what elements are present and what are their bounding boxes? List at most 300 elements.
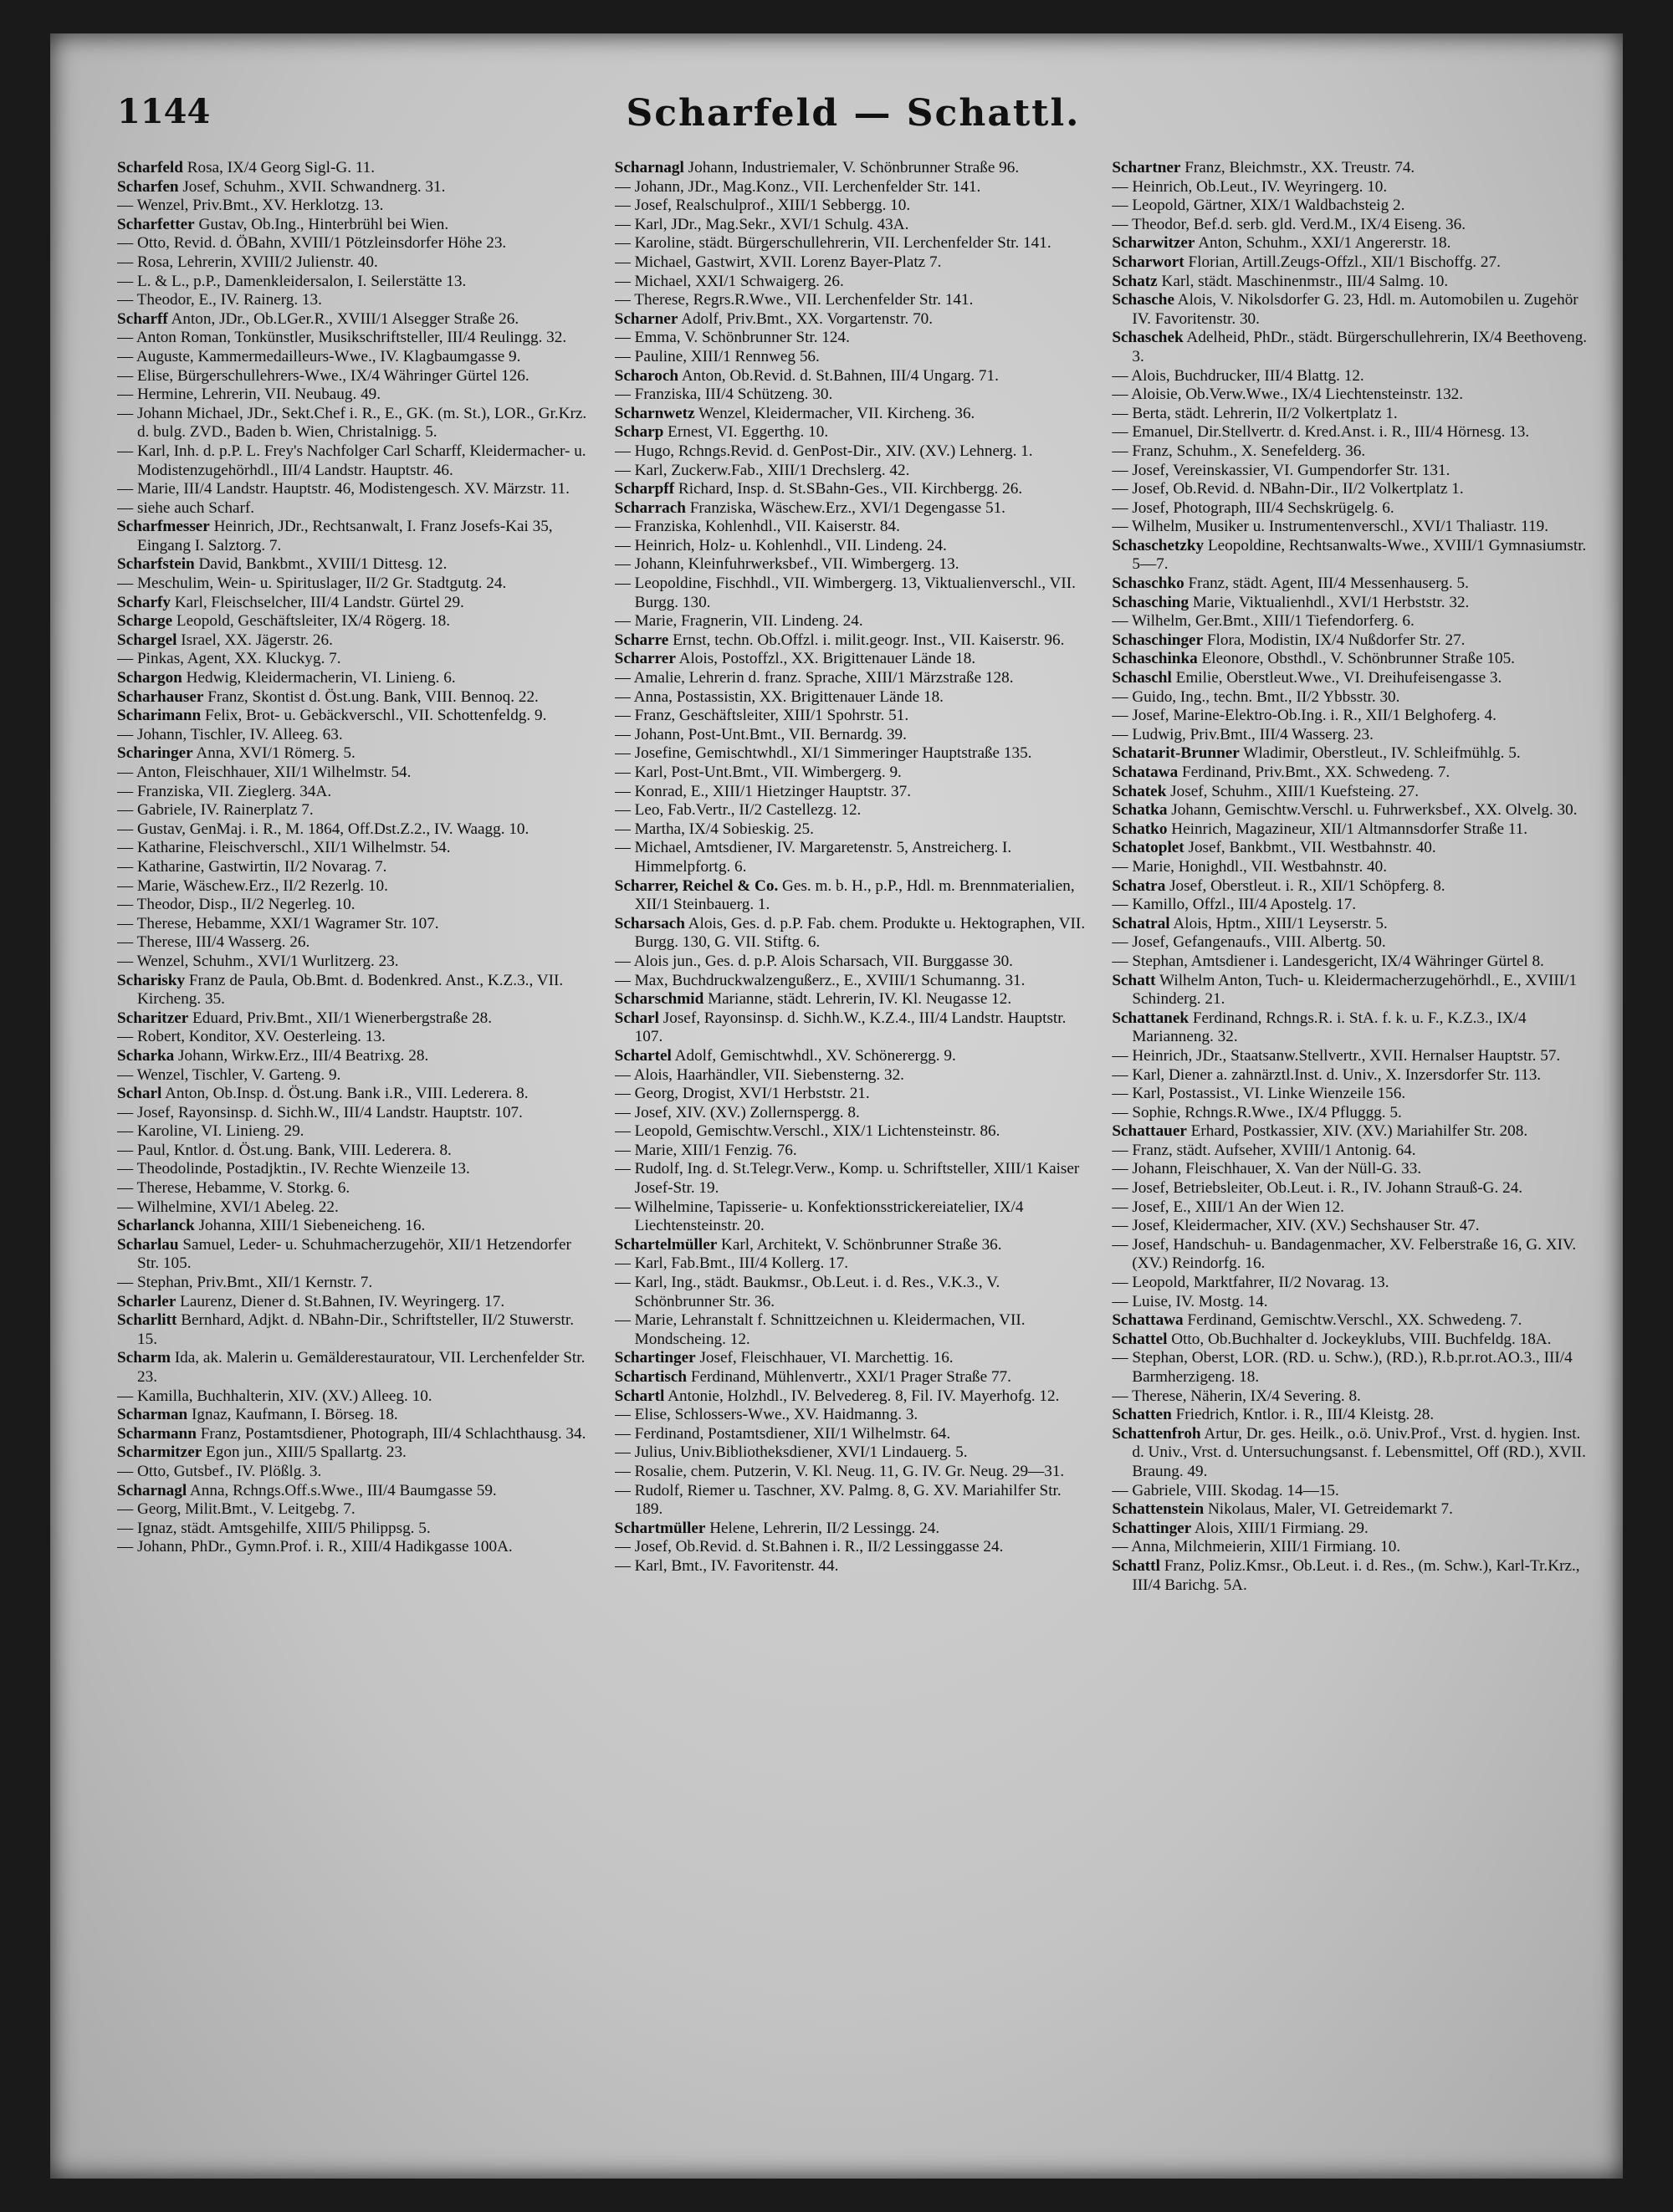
directory-entry xyxy=(117,1425,595,1444)
entry-details: — Johann, JDr., Mag.Konz., VII. Lerchenfelder Str. 141. xyxy=(614,177,981,196)
entry-details: — Rudolf, Riemer u. Taschner, XV. Palmg. 8, G. XV. Mariahilfer Str. 189. xyxy=(614,1481,1062,1519)
entry-details: Florian, Artill.Zeugs-Offzl., XII/1 Bischoffg. 27. xyxy=(1188,253,1501,271)
directory-entry xyxy=(615,1368,1092,1387)
entry-surname: Schargel xyxy=(117,631,177,649)
directory-entry xyxy=(117,329,595,348)
directory-entry xyxy=(615,877,1092,915)
entry-details: — Rudolf, Ing. d. St.Telegr.Verw., Komp. u. Schriftsteller, XIII/1 Kaiser Josef-Str. 19. xyxy=(614,1160,1080,1198)
directory-entry xyxy=(1112,1236,1589,1274)
directory-entry xyxy=(615,1009,1092,1047)
entry-surname: Scharinger xyxy=(117,744,193,763)
directory-entry xyxy=(615,839,1092,876)
directory-entry xyxy=(117,518,595,555)
entry-surname: Scharfy xyxy=(117,593,171,611)
directory-entry xyxy=(1112,159,1589,178)
directory-entry xyxy=(1112,1104,1589,1123)
entry-details: Josef, Oberstleut. i. R., XII/1 Schöpferg. 8. xyxy=(1169,876,1445,895)
directory-entry xyxy=(117,1217,595,1236)
directory-entry xyxy=(1112,518,1589,537)
entry-details: — Marie, Fragnerin, VII. Lindeng. 24. xyxy=(614,612,863,631)
directory-entry xyxy=(615,367,1092,386)
entry-surname: Schatt xyxy=(1112,971,1156,989)
entry-details: Eleonore, Obsthdl., V. Schönbrunner Straße 105. xyxy=(1201,650,1515,668)
directory-entry xyxy=(1112,178,1589,197)
entry-details: — Franz, Schuhm., X. Senefelderg. 36. xyxy=(1112,442,1366,460)
entry-details: — Gustav, GenMaj. i. R., M. 1864, Off.Dst.Z.2., IV. Waagg. 10. xyxy=(117,820,530,838)
directory-entry xyxy=(1112,197,1589,216)
entry-surname: Schattel xyxy=(1112,1330,1168,1348)
directory-entry xyxy=(1112,744,1589,764)
directory-entry xyxy=(1112,480,1589,499)
entry-details: — Franziska, Kohlenhdl., VII. Kaiserstr. 84. xyxy=(614,518,900,536)
entry-details: — Marie, Honighdl., VII. Westbahnstr. 40. xyxy=(1112,857,1388,876)
entry-details: — Karl, Bmt., IV. Favoritenstr. 44. xyxy=(614,1556,839,1575)
entry-details: — Stephan, Priv.Bmt., XII/1 Kernstr. 7. xyxy=(117,1274,373,1292)
entry-details: Flora, Modistin, IX/4 Nußdorfer Str. 27. xyxy=(1206,631,1466,649)
directory-page xyxy=(50,33,1623,2179)
entry-details: Ernest, VI. Eggerthg. 10. xyxy=(668,423,829,442)
entry-details: — Leo, Fab.Vertr., II/2 Castellezg. 12. xyxy=(614,801,862,820)
entry-surname: Schattenfroh xyxy=(1112,1424,1201,1443)
entry-surname: Schasche xyxy=(1112,291,1174,309)
entry-surname: Schatawa xyxy=(1112,764,1179,781)
directory-columns xyxy=(117,159,1589,2149)
entry-surname: Scharff xyxy=(117,309,168,328)
entry-details: — Heinrich, JDr., Staatsanw.Stellvertr., XVII. Hernalser Hauptstr. 57. xyxy=(1112,1046,1561,1065)
entry-details: Israel, XX. Jägerstr. 26. xyxy=(181,631,333,649)
entry-details: — Leopoldine, Fischhdl., VII. Wimbergerg. 13, Viktualienverschl., VII. Burgg. 130. xyxy=(614,575,1076,611)
directory-entry xyxy=(1112,669,1589,688)
page-header xyxy=(117,92,1589,151)
directory-entry xyxy=(1112,1198,1589,1218)
directory-entry xyxy=(1112,726,1589,745)
entry-details: Alois, V. Nikolsdorfer G. 23, Hdl. m. Automobilen u. Zugehör IV. Favoritenstr. 30. xyxy=(1132,291,1578,328)
entry-details: Wenzel, Kleidermacher, VII. Kircheng. 36. xyxy=(698,404,975,422)
entry-surname: Scharm xyxy=(117,1349,171,1367)
entry-surname: Schattl xyxy=(1112,1556,1160,1575)
directory-entry xyxy=(117,1520,595,1539)
directory-entry xyxy=(1112,877,1589,897)
entry-surname: Schaschek xyxy=(1112,329,1184,347)
directory-entry xyxy=(117,291,595,310)
entry-surname: Scharitzer xyxy=(117,1009,189,1027)
entry-surname: Schaschl xyxy=(1112,669,1172,687)
entry-surname: Schatka xyxy=(1112,801,1168,820)
directory-entry xyxy=(615,1104,1092,1123)
directory-entry xyxy=(615,820,1092,840)
entry-details: — Franz, städt. Aufseher, XVIII/1 Antonig. 64. xyxy=(1112,1141,1416,1159)
entry-details: — Franziska, VII. Zieglerg. 34A. xyxy=(117,782,332,800)
directory-entry xyxy=(1112,801,1589,820)
entry-details: Emilie, Oberstleut.Wwe., VI. Dreihufeisengasse 3. xyxy=(1175,669,1502,687)
entry-surname: Schartmüller xyxy=(614,1519,706,1537)
directory-entry xyxy=(615,1482,1092,1520)
entry-details: Anton, JDr., Ob.LGer.R., XVIII/1 Alsegger Straße 26. xyxy=(171,309,519,328)
directory-entry xyxy=(117,1160,595,1179)
entry-details: Wilhelm Anton, Tuch- u. Kleidermacherzugehörhdl., E., XVIII/1 Schinderg. 21. xyxy=(1132,971,1578,1009)
directory-entry xyxy=(615,1274,1092,1311)
entry-details: — Luise, IV. Mostg. 14. xyxy=(1112,1292,1268,1310)
directory-entry xyxy=(615,915,1092,953)
entry-details: — Heinrich, Ob.Leut., IV. Weyringerg. 10. xyxy=(1112,177,1388,196)
directory-entry xyxy=(1112,1085,1589,1104)
directory-entry xyxy=(1112,367,1589,386)
entry-surname: Scharnwetz xyxy=(614,404,695,422)
directory-entry xyxy=(615,1122,1092,1142)
directory-entry xyxy=(117,1028,595,1047)
entry-details: Franz, Poliz.Kmsr., Ob.Leut. i. d. Res., (m. Schw.), Karl-Tr.Krz., III/4 Barichg. 5A. xyxy=(1132,1556,1580,1594)
directory-entry xyxy=(615,972,1092,991)
directory-entry xyxy=(1112,234,1589,253)
entry-details: Alois, Hptm., XIII/1 Leyserstr. 5. xyxy=(1173,914,1388,932)
entry-surname: Scharwitzer xyxy=(1112,234,1195,253)
directory-entry xyxy=(117,896,595,915)
directory-entry xyxy=(615,1047,1092,1066)
directory-entry xyxy=(117,953,595,972)
entry-details: Karl, Architekt, V. Schönbrunner Straße 36. xyxy=(721,1235,1002,1254)
entry-surname: Scharlanck xyxy=(117,1217,195,1235)
entry-details: — Rosalie, chem. Putzerin, V. Kl. Neug. 11, G. IV. Gr. Neug. 29—31. xyxy=(614,1462,1065,1480)
entry-details: — Alois jun., Ges. d. p.P. Alois Scharsach, VII. Burggasse 30. xyxy=(614,952,1013,970)
directory-entry xyxy=(1112,953,1589,972)
directory-entry xyxy=(615,707,1092,726)
directory-entry xyxy=(117,310,595,330)
directory-entry xyxy=(117,1009,595,1029)
directory-entry xyxy=(615,990,1092,1009)
directory-entry xyxy=(615,744,1092,764)
directory-entry xyxy=(1112,631,1589,651)
directory-entry xyxy=(1112,820,1589,840)
entry-surname: Scharka xyxy=(117,1046,175,1065)
entry-details: — Sophie, Rchngs.R.Wwe., IX/4 Pfluggg. 5. xyxy=(1112,1103,1402,1121)
entry-details: — Kamillo, Offzl., III/4 Apostelg. 17. xyxy=(1112,896,1357,914)
entry-surname: Scharnagl xyxy=(614,159,684,176)
entry-details: — Marie, Wäschew.Erz., II/2 Rezerlg. 10. xyxy=(117,876,388,895)
entry-surname: Scharimann xyxy=(117,707,202,725)
entry-surname: Scharfeld xyxy=(117,159,183,176)
entry-details: — Pinkas, Agent, XX. Kluckyg. 7. xyxy=(117,650,341,668)
entry-details: Franz, Bleichmstr., XX. Treustr. 74. xyxy=(1184,159,1415,176)
directory-entry xyxy=(615,537,1092,556)
entry-details: Eduard, Priv.Bmt., XII/1 Wienerbergstraße 28. xyxy=(192,1009,493,1027)
entry-details: Antonie, Holzhdl., IV. Belvedereg. 8, Fil. IV. Mayerhofg. 12. xyxy=(668,1387,1060,1405)
entry-details: — Karl, Fab.Bmt., III/4 Kollerg. 17. xyxy=(614,1254,849,1273)
entry-surname: Schattanek xyxy=(1112,1009,1190,1027)
entry-details: — Emanuel, Dir.Stellvertr. d. Kred.Anst. i. R., III/4 Hörnesg. 13. xyxy=(1112,423,1530,442)
directory-entry xyxy=(1112,1122,1589,1142)
directory-entry xyxy=(1112,1482,1589,1501)
entry-details: — Karl, JDr., Mag.Sekr., XVI/1 Schulg. 43A. xyxy=(614,215,909,233)
entry-details: — Hugo, Rchngs.Revid. d. GenPost-Dir., XIV. (XV.) Lehnerg. 1. xyxy=(614,442,1033,460)
entry-details: — Stephan, Oberst, LOR. (RD. u. Schw.), (RD.), R.b.pr.rot.AO.3., III/4 Barmherzigeng. 18. xyxy=(1112,1349,1573,1386)
entry-details: — Johann, Post-Unt.Bmt., VII. Bernardg. 39. xyxy=(614,725,907,743)
directory-entry xyxy=(1112,386,1589,405)
entry-surname: Schaschinka xyxy=(1112,650,1198,668)
entry-surname: Schatra xyxy=(1112,876,1166,895)
entry-details: Ernst, techn. Ob.Offzl. i. milit.geogr. Inst., VII. Kaiserstr. 96. xyxy=(673,631,1065,649)
entry-details: — Therese, III/4 Wasserg. 26. xyxy=(117,933,310,952)
entry-surname: Scharhauser xyxy=(117,687,204,706)
entry-details: Josef, Schuhm., XVII. Schwandnerg. 31. xyxy=(182,177,446,196)
entry-details: Ferdinand, Priv.Bmt., XX. Schwedeng. 7. xyxy=(1182,764,1450,781)
entry-details: — Stephan, Amtsdiener i. Landesgericht, IX/4 Währinger Gürtel 8. xyxy=(1112,952,1544,970)
entry-surname: Scharisky xyxy=(117,971,186,989)
entry-details: — Martha, IX/4 Sobieskig. 25. xyxy=(614,820,814,838)
entry-details: — Otto, Gutsbef., IV. Plößlg. 3. xyxy=(117,1462,322,1480)
entry-details: Anton, Ob.Revid. d. St.Bahnen, III/4 Ungarg. 71. xyxy=(681,366,999,385)
entry-details: — Karl, Ing., städt. Baukmsr., Ob.Leut. i. d. Res., V.K.3., V. Schönbrunner Str. 36. xyxy=(614,1274,1000,1310)
entry-details: — Anna, Milchmeierin, XIII/1 Firmiang. 10. xyxy=(1112,1538,1401,1556)
entry-surname: Scharler xyxy=(117,1292,177,1310)
directory-entry xyxy=(117,594,595,613)
directory-entry xyxy=(1112,1500,1589,1520)
directory-entry xyxy=(615,953,1092,972)
entry-surname: Schartisch xyxy=(614,1368,688,1386)
directory-entry xyxy=(1112,972,1589,1009)
directory-entry xyxy=(615,1520,1092,1539)
entry-details: — Johann, Tischler, IV. Alleeg. 63. xyxy=(117,725,343,743)
directory-entry xyxy=(1112,783,1589,802)
entry-details: — Wilhelmine, XVI/1 Abeleg. 22. xyxy=(117,1198,339,1216)
entry-surname: Scharoch xyxy=(614,366,679,385)
entry-surname: Scharmann xyxy=(117,1424,197,1443)
directory-entry xyxy=(1112,575,1589,594)
entry-details: Nikolaus, Maler, VI. Getreidemarkt 7. xyxy=(1207,1500,1453,1519)
directory-entry xyxy=(117,801,595,820)
directory-entry xyxy=(117,744,595,764)
entry-details: — Michael, Amtsdiener, IV. Margaretenstr. 5, Anstreicherg. I. Himmelpfortg. 6. xyxy=(614,839,1012,876)
entry-details: — Marie, XIII/1 Fenzig. 76. xyxy=(614,1141,797,1159)
directory-entry xyxy=(1112,1349,1589,1387)
directory-entry xyxy=(615,499,1092,519)
directory-entry xyxy=(1112,915,1589,934)
directory-entry xyxy=(117,1066,595,1086)
directory-entry xyxy=(615,1443,1092,1463)
entry-details: Ignaz, Kaufmann, I. Börseg. 18. xyxy=(192,1406,398,1424)
entry-surname: Scharpff xyxy=(614,480,675,498)
entry-details: — Josefine, Gemischtwhdl., XI/1 Simmeringer Hauptstraße 135. xyxy=(614,744,1032,763)
entry-surname: Scharnagl xyxy=(117,1481,187,1499)
directory-entry xyxy=(615,555,1092,575)
entry-surname: Scharfmesser xyxy=(117,518,210,536)
entry-surname: Schatten xyxy=(1112,1406,1172,1424)
entry-details: — Therese, Hebamme, V. Storkg. 6. xyxy=(117,1179,350,1198)
entry-details: — Anton Roman, Tonkünstler, Musikschriftsteller, III/4 Reulingg. 32. xyxy=(117,329,567,347)
entry-details: — Julius, Univ.Bibliotheksdiener, XVI/1 Lindauerg. 5. xyxy=(614,1443,968,1462)
entry-details: Adelheid, PhDr., städt. Bürgerschullehrerin, IX/4 Beethoveng. 3. xyxy=(1132,329,1588,365)
directory-entry xyxy=(117,820,595,840)
entry-details: — Karl, Postassist., VI. Linke Wienzeile 156. xyxy=(1112,1085,1406,1103)
entry-details: — Alois, Haarhändler, VII. Siebensterng. 32. xyxy=(614,1065,904,1084)
entry-details: Egon jun., XIII/5 Spallartg. 23. xyxy=(206,1443,407,1462)
entry-surname: Schaschinger xyxy=(1112,631,1204,649)
directory-entry xyxy=(117,386,595,405)
entry-surname: Scharfstein xyxy=(117,555,195,574)
entry-surname: Schatek xyxy=(1112,782,1167,800)
directory-entry xyxy=(615,650,1092,669)
entry-surname: Scharre xyxy=(614,631,669,649)
entry-details: — Wenzel, Tischler, V. Garteng. 9. xyxy=(117,1065,341,1084)
entry-details: — Emma, V. Schönbrunner Str. 124. xyxy=(614,329,850,347)
directory-entry xyxy=(615,291,1092,310)
entry-details: Franz, Postamtsdiener, Photograph, III/4 Schlachthausg. 34. xyxy=(200,1424,586,1443)
directory-entry xyxy=(117,1463,595,1482)
entry-details: — Wilhelm, Ger.Bmt., XIII/1 Tiefendorferg. 6. xyxy=(1112,612,1415,631)
directory-entry xyxy=(117,405,595,442)
entry-surname: Schasching xyxy=(1112,593,1190,611)
entry-details: Josef, Fleischhauer, VI. Marchettig. 16. xyxy=(699,1349,954,1367)
entry-details: — Johann, PhDr., Gymn.Prof. i. R., XIII/4 Hadikgasse 100A. xyxy=(117,1538,513,1556)
entry-details: — Leopold, Gemischtw.Verschl., XIX/1 Lichtensteinstr. 86. xyxy=(614,1122,1000,1141)
directory-entry xyxy=(1112,1179,1589,1198)
directory-entry xyxy=(117,367,595,386)
entry-details: — Theodor, Disp., II/2 Negerleg. 10. xyxy=(117,896,356,914)
entry-details: Anton, Ob.Insp. d. Öst.ung. Bank i.R., VIII. Lederera. 8. xyxy=(165,1085,529,1103)
directory-entry xyxy=(615,1557,1092,1576)
directory-entry xyxy=(117,1104,595,1123)
entry-details: Adolf, Priv.Bmt., XX. Vorgartenstr. 70. xyxy=(681,309,934,328)
entry-details: Marie, Viktualienhdl., XVI/1 Herbststr. 32. xyxy=(1192,593,1470,611)
entry-details: — Josef, Vereinskassier, VI. Gumpendorfer Str. 131. xyxy=(1112,461,1450,479)
entry-details: — Therese, Näherin, IX/4 Severing. 8. xyxy=(1112,1387,1361,1405)
directory-entry xyxy=(117,216,595,235)
entry-details: — Wenzel, Schuhm., XVI/1 Wurlitzerg. 23. xyxy=(117,952,399,970)
directory-entry xyxy=(117,764,595,783)
entry-surname: Scharner xyxy=(614,309,678,328)
directory-entry xyxy=(1112,1142,1589,1161)
entry-surname: Schatarit-Brunner xyxy=(1112,744,1240,763)
entry-details: — Meschulim, Wein- u. Spirituslager, II/2 Gr. Stadtgutg. 24. xyxy=(117,575,507,593)
directory-entry xyxy=(117,1311,595,1349)
directory-entry xyxy=(615,726,1092,745)
entry-details: Karl, Fleischselcher, III/4 Landstr. Gürtel 29. xyxy=(174,593,464,611)
directory-entry xyxy=(1112,329,1589,366)
entry-details: Hedwig, Kleidermacherin, VI. Linieng. 6. xyxy=(186,669,456,687)
directory-entry xyxy=(615,253,1092,273)
entry-details: — Karl, Inh. d. p.P. L. Frey's Nachfolger Carl Scharff, Kleidermacher- u. Modistenzugehörhdl., III/4 Landstr. Hauptstr. 46. xyxy=(117,442,586,479)
entry-surname: Scharrach xyxy=(614,498,686,517)
entry-details: — Berta, städt. Lehrerin, II/2 Volkertplatz 1. xyxy=(1112,404,1398,422)
entry-surname: Schatoplet xyxy=(1112,839,1184,857)
entry-surname: Schatko xyxy=(1112,820,1168,838)
entry-details: Gustav, Ob.Ing., Hinterbrühl bei Wien. xyxy=(198,215,449,233)
directory-entry xyxy=(1112,896,1589,915)
directory-entry xyxy=(117,1443,595,1463)
entry-details: Johanna, XIII/1 Siebeneicheng. 16. xyxy=(198,1217,426,1235)
directory-entry xyxy=(615,575,1092,612)
entry-details: — Anton, Fleischhauer, XII/1 Wilhelmstr. 54. xyxy=(117,764,412,781)
column-right xyxy=(1112,159,1589,2149)
directory-entry xyxy=(1112,1311,1589,1331)
entry-details: Alois, Ges. d. p.P. Fab. chem. Produkte u. Hektographen, VII. Burgg. 130, G. VII. Stiftg. 6. xyxy=(634,914,1086,952)
entry-details: Rosa, IX/4 Georg Sigl-G. 11. xyxy=(187,159,376,176)
entry-details: Karl, städt. Maschinenmstr., III/4 Salmg. 10. xyxy=(1161,272,1449,290)
directory-entry xyxy=(615,1066,1092,1086)
entry-details: — Gabriele, IV. Rainerplatz 7. xyxy=(117,801,314,820)
entry-details: — Hermine, Lehrerin, VII. Neubaug. 49. xyxy=(117,386,381,404)
directory-entry xyxy=(117,1500,595,1520)
entry-details: Leopold, Geschäftsleiter, IX/4 Rögerg. 18. xyxy=(176,612,451,631)
directory-entry xyxy=(615,1425,1092,1444)
directory-entry xyxy=(615,688,1092,708)
entry-details: — Anna, Postassistin, XX. Brigittenauer Lände 18. xyxy=(614,687,944,706)
directory-entry xyxy=(117,1236,595,1274)
entry-details: Laurenz, Diener d. St.Bahnen, IV. Weyringerg. 17. xyxy=(180,1292,505,1310)
entry-details: — Josef, Marine-Elektro-Ob.Ing. i. R., XII/1 Belghoferg. 4. xyxy=(1112,707,1496,725)
entry-details: Franz de Paula, Ob.Bmt. d. Bodenkred. Anst., K.Z.3., VII. Kircheng. 35. xyxy=(137,971,564,1009)
directory-entry xyxy=(615,631,1092,651)
directory-entry xyxy=(1112,707,1589,726)
directory-entry xyxy=(615,197,1092,216)
directory-entry xyxy=(117,858,595,877)
entry-details: — Josef, Realschulprof., XIII/1 Sebbergg. 10. xyxy=(614,197,911,215)
directory-entry xyxy=(1112,1387,1589,1407)
entry-surname: Scharge xyxy=(117,612,173,631)
entry-surname: Schattinger xyxy=(1112,1519,1192,1537)
column-middle xyxy=(615,159,1092,2149)
entry-details: — Kamilla, Buchhalterin, XIV. (XV.) Alleeg. 10. xyxy=(117,1387,432,1405)
directory-entry xyxy=(117,631,595,651)
entry-details: — Therese, Regrs.R.Wwe., VII. Lerchenfelder Str. 141. xyxy=(614,291,974,309)
directory-entry xyxy=(1112,1425,1589,1482)
directory-entry xyxy=(117,159,595,178)
running-title: Scharfeld — Schattl. xyxy=(626,92,1081,135)
directory-entry xyxy=(1112,499,1589,519)
entry-details: — Paul, Kntlor. d. Öst.ung. Bank, VIII. Lederera. 8. xyxy=(117,1141,452,1159)
directory-entry xyxy=(1112,1293,1589,1312)
directory-entry xyxy=(1112,764,1589,783)
entry-surname: Scharrer xyxy=(614,650,676,668)
entry-details: — Josef, Ob.Revid. d. St.Bahnen i. R., II/2 Lessinggasse 24. xyxy=(614,1538,1004,1556)
directory-entry xyxy=(615,783,1092,802)
entry-details: — Karoline, städt. Bürgerschullehrerin, VII. Lerchenfelder Str. 141. xyxy=(614,234,1051,253)
entry-surname: Schaschko xyxy=(1112,575,1184,593)
entry-details: — Josef, Rayonsinsp. d. Sichh.W., III/4 Landstr. Hauptstr. 107. xyxy=(117,1103,523,1121)
entry-details: — Josef, E., XIII/1 An der Wien 12. xyxy=(1112,1198,1344,1216)
entry-details: — Guido, Ing., techn. Bmt., II/2 Ybbsstr. 30. xyxy=(1112,687,1400,706)
directory-entry xyxy=(1112,1217,1589,1236)
entry-surname: Schartelmüller xyxy=(614,1235,718,1254)
directory-entry xyxy=(615,1463,1092,1482)
entry-surname: Scharlau xyxy=(117,1235,179,1254)
entry-details: Ferdinand, Mühlenvertr., XXI/1 Prager Straße 77. xyxy=(690,1368,1011,1386)
entry-details: — Theodor, E., IV. Rainerg. 13. xyxy=(117,291,322,309)
entry-details: — Karoline, VI. Linieng. 29. xyxy=(117,1122,304,1141)
entry-details: — Michael, XXI/1 Schwaigerg. 26. xyxy=(614,272,844,290)
directory-entry xyxy=(615,1254,1092,1274)
entry-details: — Georg, Drogist, XVI/1 Herbststr. 21. xyxy=(614,1085,870,1103)
directory-entry xyxy=(117,1349,595,1387)
directory-entry xyxy=(1112,1009,1589,1047)
directory-entry xyxy=(117,273,595,292)
directory-entry xyxy=(117,1406,595,1425)
entry-details: Bernhard, Adjkt. d. NBahn-Dir., Schriftsteller, II/2 Stuwerstr. 15. xyxy=(137,1311,575,1348)
entry-details: Anna, XVI/1 Römerg. 5. xyxy=(196,744,356,763)
entry-details: — Max, Buchdruckwalzengußerz., E., XVIII/1 Schumanng. 31. xyxy=(614,971,1026,989)
directory-entry xyxy=(117,480,595,499)
entry-details: Adolf, Gemischtwhdl., XV. Schönerergg. 9. xyxy=(674,1046,956,1065)
directory-entry xyxy=(1112,594,1589,613)
directory-entry xyxy=(117,726,595,745)
entry-details: — Ignaz, städt. Amtsgehilfe, XIII/5 Philippsg. 5. xyxy=(117,1519,431,1537)
entry-details: David, Bankbmt., XVIII/1 Dittesg. 12. xyxy=(198,555,448,574)
directory-entry xyxy=(615,423,1092,442)
directory-entry xyxy=(1112,1274,1589,1293)
directory-entry xyxy=(1112,537,1589,575)
directory-entry xyxy=(1112,1331,1589,1350)
directory-entry xyxy=(117,839,595,858)
entry-details: — Leopold, Marktfahrer, II/2 Novarag. 13. xyxy=(1112,1274,1389,1292)
